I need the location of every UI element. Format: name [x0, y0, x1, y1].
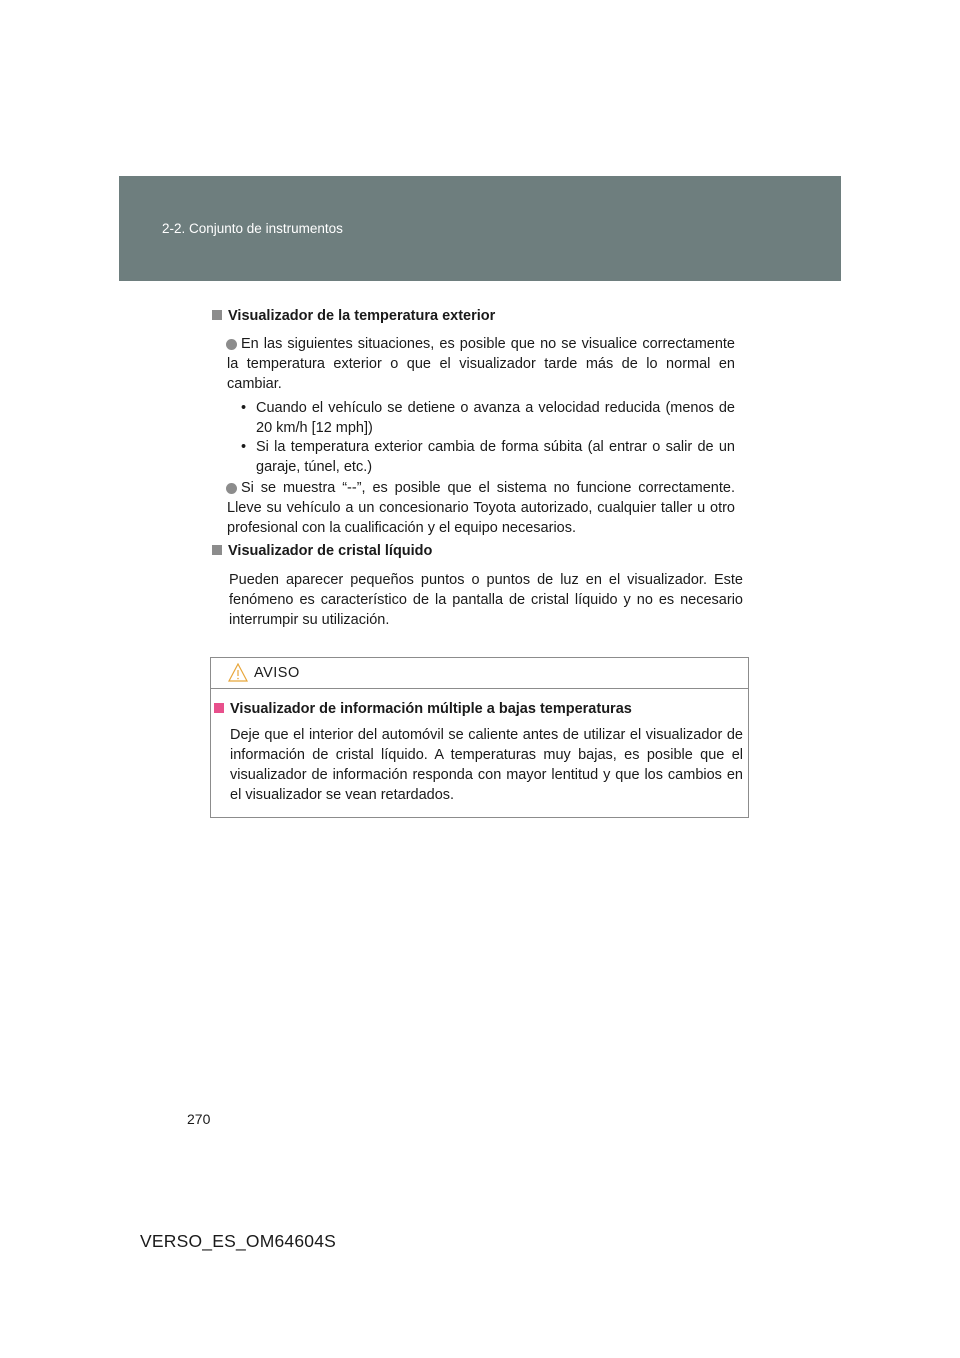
- bullet-item: [227, 334, 735, 394]
- warning-header: [211, 658, 748, 689]
- section-header-band: [119, 176, 841, 281]
- sub-text: Si la temperatura exterior cambia de forma súbita (al entrar o salir de un garaje, túnel, etc.): [256, 439, 735, 475]
- warning-text: Deje que el interior del automóvil se caliente antes de utilizar el visualizador de información de cristal líquido. A temperaturas muy bajas, es posible que el visualizador de información responda con mayor lentitud y que los cambios en el visualizador se vean retardados.: [230, 727, 743, 803]
- square-marker-icon: [212, 545, 222, 555]
- bullet-text: Si se muestra “--”, es posible que el sistema no funcione correctamente. Lleve su vehículo a un concesionario Toyota autorizado, cualquier taller u otro profesional con la cualificación y el equipo necesarios.: [227, 480, 735, 536]
- bullet-dot-icon: [226, 339, 237, 350]
- sub-bullet-mark: •: [241, 439, 247, 455]
- sub-text: Cuando el vehículo se detiene o avanza a velocidad reducida (menos de 20 km/h [12 mph]): [256, 400, 735, 436]
- sub-item: [241, 437, 735, 477]
- heading-text: Visualizador de cristal líquido: [228, 543, 433, 559]
- warning-heading-text: Visualizador de información múltiple a bajas temperaturas: [230, 701, 632, 717]
- warning-heading: [214, 701, 632, 717]
- warning-box: [210, 657, 749, 818]
- document-code: VERSO_ES_OM64604S: [140, 1231, 337, 1251]
- heading-lcd: [212, 543, 432, 559]
- warning-label: AVISO: [254, 665, 300, 681]
- page-number: 270: [187, 1111, 211, 1127]
- square-marker-icon: [212, 310, 222, 320]
- heading-text: Visualizador de la temperatura exterior: [228, 308, 496, 324]
- sub-item: [241, 398, 735, 438]
- heading-outside-temperature: [212, 308, 495, 324]
- warning-triangle-icon: [228, 663, 248, 682]
- sub-bullet-mark: •: [241, 400, 247, 416]
- bullet-dot-icon: [226, 483, 237, 494]
- square-marker-icon: [214, 703, 224, 713]
- bullet-text: En las siguientes situaciones, es posible que no se visualice correctamente la temperatura exterior o que el visualizador tarde más de lo normal en cambiar.: [227, 336, 735, 392]
- bullet-item: [227, 478, 735, 538]
- lcd-paragraph: Pueden aparecer pequeños puntos o puntos de luz en el visualizador. Este fenómeno es característico de la pantalla de cristal líquido y no es necesario interrumpir su utilización.: [229, 572, 743, 628]
- section-title: 2-2. Conjunto de instrumentos: [162, 221, 343, 236]
